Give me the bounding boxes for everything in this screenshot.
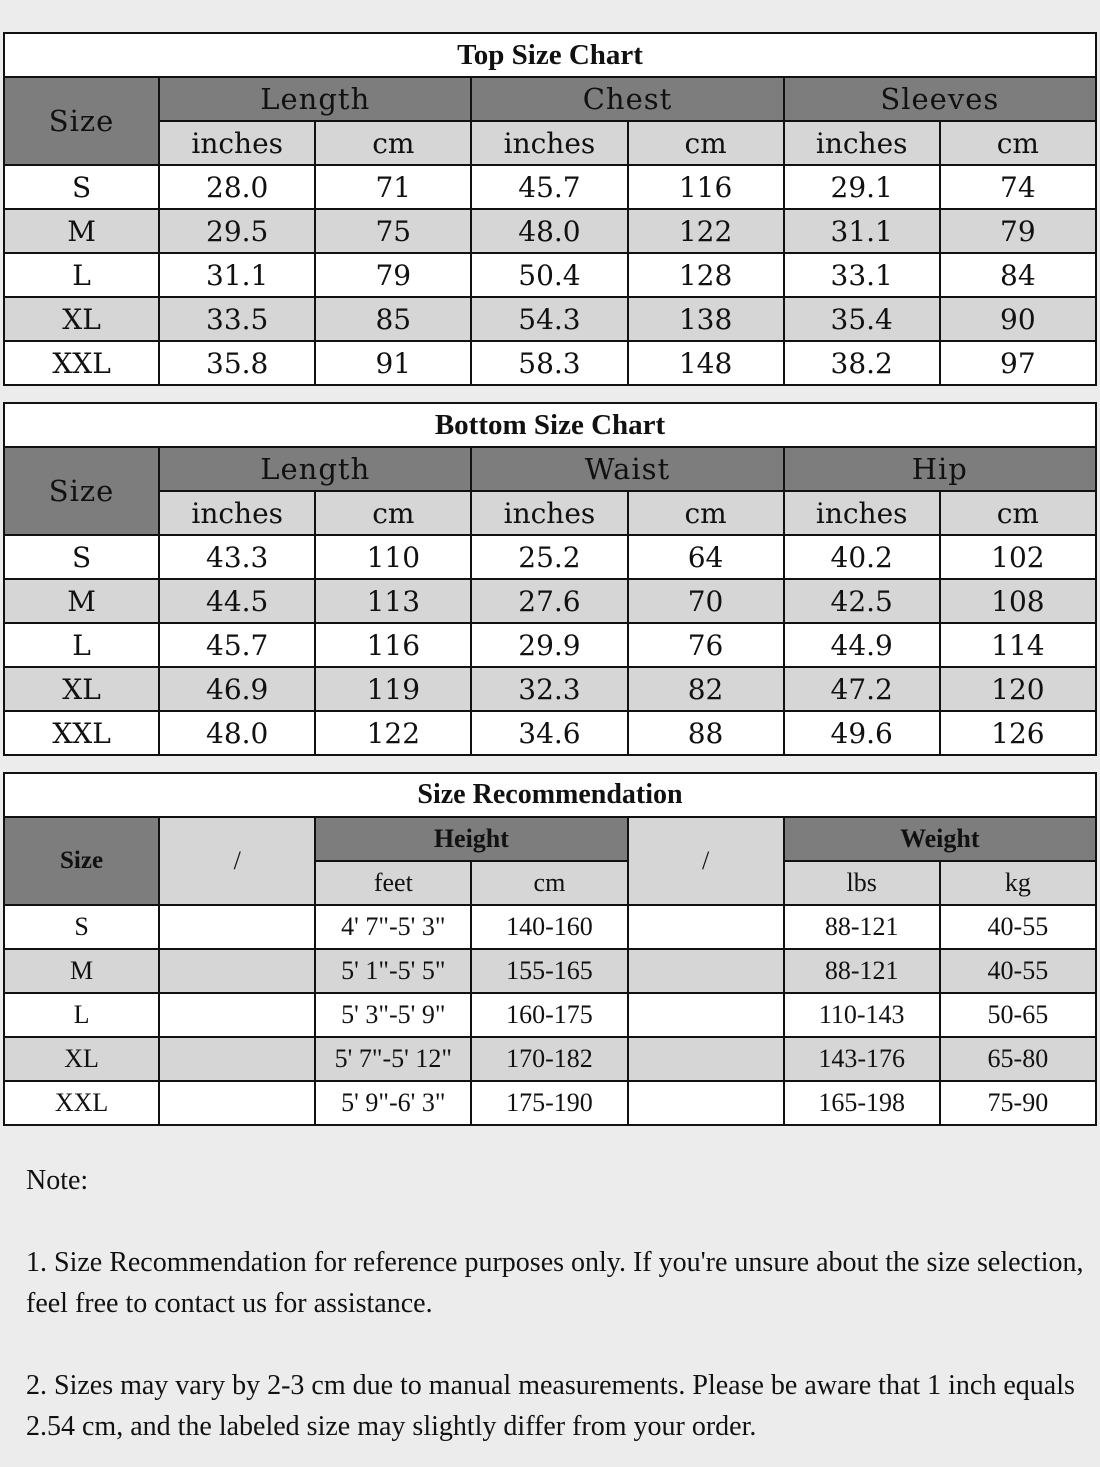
- unit-header-cm: cm: [315, 121, 471, 165]
- measurement-cell: 116: [315, 623, 471, 667]
- measurement-cell: 97: [940, 341, 1096, 385]
- size-cell: XXL: [4, 711, 159, 755]
- height-cm-cell: 160-175: [471, 993, 627, 1037]
- measurement-cell: 33.1: [784, 253, 940, 297]
- group-header-chest: Chest: [471, 77, 783, 121]
- measurement-cell: 70: [628, 579, 784, 623]
- measurement-cell: 85: [315, 297, 471, 341]
- measurement-cell: 79: [315, 253, 471, 297]
- unit-header-cm: cm: [628, 491, 784, 535]
- unit-header-inches: inches: [784, 121, 940, 165]
- table-row: [4, 209, 1096, 253]
- unit-header-inches: inches: [471, 121, 627, 165]
- table-row: [4, 341, 1096, 385]
- weight-lbs-cell: 110-143: [784, 993, 940, 1037]
- measurement-cell: 82: [628, 667, 784, 711]
- table-row: [4, 579, 1096, 623]
- table-row: [4, 993, 1096, 1037]
- table-row: [4, 253, 1096, 297]
- size-cell: M: [4, 209, 159, 253]
- height-feet-cell: 5' 3"-5' 9": [315, 993, 471, 1037]
- notes-section: [26, 1160, 1086, 1447]
- unit-header-lbs: lbs: [784, 861, 940, 905]
- size-recommendation-chart: [3, 772, 1097, 1126]
- group-header-height: Height: [315, 817, 627, 861]
- measurement-cell: 84: [940, 253, 1096, 297]
- size-column-header: Size: [4, 447, 159, 535]
- measurement-cell: 91: [315, 341, 471, 385]
- table-row: [4, 623, 1096, 667]
- size-cell: S: [4, 535, 159, 579]
- height-cm-cell: 175-190: [471, 1081, 627, 1125]
- unit-header-inches: inches: [471, 491, 627, 535]
- measurement-cell: 38.2: [784, 341, 940, 385]
- measurement-cell: 46.9: [159, 667, 315, 711]
- measurement-cell: 74: [940, 165, 1096, 209]
- weight-lbs-cell: 143-176: [784, 1037, 940, 1081]
- weight-kg-cell: 65-80: [940, 1037, 1096, 1081]
- size-column-header: Size: [4, 77, 159, 165]
- measurement-cell: 122: [628, 209, 784, 253]
- measurement-cell: 29.9: [471, 623, 627, 667]
- measurement-cell: 25.2: [471, 535, 627, 579]
- measurement-cell: 64: [628, 535, 784, 579]
- slash-column-header: /: [159, 817, 315, 905]
- measurement-cell: 29.5: [159, 209, 315, 253]
- empty-cell: [159, 993, 315, 1037]
- unit-header-feet: feet: [315, 861, 471, 905]
- size-column-header: Size: [4, 817, 159, 905]
- slash-column-header: /: [628, 817, 784, 905]
- bottom-size-chart: [3, 402, 1097, 756]
- measurement-cell: 42.5: [784, 579, 940, 623]
- group-header-length: Length: [159, 447, 471, 491]
- size-cell: M: [4, 579, 159, 623]
- group-header-waist: Waist: [471, 447, 783, 491]
- measurement-cell: 102: [940, 535, 1096, 579]
- note-2: 2. Sizes may vary by 2-3 cm due to manual measurements. Please be aware that 1 inch equals 2.54 cm, and the labeled size may slightly differ from your order.: [26, 1370, 1075, 1442]
- weight-kg-cell: 40-55: [940, 949, 1096, 993]
- unit-header-cm: cm: [315, 491, 471, 535]
- height-feet-cell: 5' 9"-6' 3": [315, 1081, 471, 1125]
- weight-kg-cell: 40-55: [940, 905, 1096, 949]
- top-chart-title: Top Size Chart: [4, 33, 1096, 77]
- height-feet-cell: 5' 1"-5' 5": [315, 949, 471, 993]
- size-cell: XXL: [4, 1081, 159, 1125]
- height-feet-cell: 5' 7"-5' 12": [315, 1037, 471, 1081]
- empty-cell: [159, 1037, 315, 1081]
- table-row: [4, 297, 1096, 341]
- unit-header-kg: kg: [940, 861, 1096, 905]
- empty-cell: [159, 949, 315, 993]
- measurement-cell: 90: [940, 297, 1096, 341]
- empty-cell: [159, 905, 315, 949]
- weight-lbs-cell: 165-198: [784, 1081, 940, 1125]
- note-1: 1. Size Recommendation for reference purposes only. If you're unsure about the size selection, feel free to contact us for assistance.: [26, 1247, 1084, 1319]
- size-cell: XL: [4, 297, 159, 341]
- empty-cell: [628, 949, 784, 993]
- measurement-cell: 35.8: [159, 341, 315, 385]
- measurement-cell: 32.3: [471, 667, 627, 711]
- measurement-cell: 138: [628, 297, 784, 341]
- table-row: [4, 711, 1096, 755]
- measurement-cell: 58.3: [471, 341, 627, 385]
- measurement-cell: 76: [628, 623, 784, 667]
- weight-kg-cell: 50-65: [940, 993, 1096, 1037]
- empty-cell: [628, 905, 784, 949]
- height-cm-cell: 140-160: [471, 905, 627, 949]
- measurement-cell: 47.2: [784, 667, 940, 711]
- group-header-sleeves: Sleeves: [784, 77, 1096, 121]
- group-header-weight: Weight: [784, 817, 1096, 861]
- unit-header-cm: cm: [940, 121, 1096, 165]
- size-cell: L: [4, 253, 159, 297]
- size-cell: L: [4, 623, 159, 667]
- table-row: [4, 1037, 1096, 1081]
- size-cell: XXL: [4, 341, 159, 385]
- table-row: [4, 535, 1096, 579]
- size-cell: S: [4, 165, 159, 209]
- height-feet-cell: 4' 7"-5' 3": [315, 905, 471, 949]
- measurement-cell: 122: [315, 711, 471, 755]
- unit-header-inches: inches: [159, 121, 315, 165]
- measurement-cell: 40.2: [784, 535, 940, 579]
- measurement-cell: 43.3: [159, 535, 315, 579]
- size-cell: S: [4, 905, 159, 949]
- unit-header-cm: cm: [628, 121, 784, 165]
- table-row: [4, 667, 1096, 711]
- measurement-cell: 71: [315, 165, 471, 209]
- size-cell: XL: [4, 1037, 159, 1081]
- measurement-cell: 126: [940, 711, 1096, 755]
- measurement-cell: 108: [940, 579, 1096, 623]
- measurement-cell: 34.6: [471, 711, 627, 755]
- measurement-cell: 31.1: [784, 209, 940, 253]
- empty-cell: [628, 1037, 784, 1081]
- top-size-chart: [3, 32, 1097, 386]
- bottom-chart-title: Bottom Size Chart: [4, 403, 1096, 447]
- measurement-cell: 48.0: [471, 209, 627, 253]
- unit-header-cm: cm: [471, 861, 627, 905]
- size-cell: XL: [4, 667, 159, 711]
- measurement-cell: 88: [628, 711, 784, 755]
- notes-heading: Note:: [26, 1165, 89, 1196]
- measurement-cell: 110: [315, 535, 471, 579]
- measurement-cell: 44.5: [159, 579, 315, 623]
- measurement-cell: 33.5: [159, 297, 315, 341]
- unit-header-inches: inches: [784, 491, 940, 535]
- recommendation-title: Size Recommendation: [4, 773, 1096, 817]
- table-row: [4, 905, 1096, 949]
- measurement-cell: 50.4: [471, 253, 627, 297]
- table-row: [4, 1081, 1096, 1125]
- size-cell: L: [4, 993, 159, 1037]
- height-cm-cell: 155-165: [471, 949, 627, 993]
- measurement-cell: 35.4: [784, 297, 940, 341]
- measurement-cell: 28.0: [159, 165, 315, 209]
- measurement-cell: 45.7: [471, 165, 627, 209]
- unit-header-cm: cm: [940, 491, 1096, 535]
- height-cm-cell: 170-182: [471, 1037, 627, 1081]
- measurement-cell: 27.6: [471, 579, 627, 623]
- empty-cell: [159, 1081, 315, 1125]
- measurement-cell: 116: [628, 165, 784, 209]
- empty-cell: [628, 1081, 784, 1125]
- table-row: [4, 949, 1096, 993]
- weight-kg-cell: 75-90: [940, 1081, 1096, 1125]
- measurement-cell: 75: [315, 209, 471, 253]
- measurement-cell: 29.1: [784, 165, 940, 209]
- measurement-cell: 113: [315, 579, 471, 623]
- weight-lbs-cell: 88-121: [784, 949, 940, 993]
- size-cell: M: [4, 949, 159, 993]
- group-header-hip: Hip: [784, 447, 1096, 491]
- measurement-cell: 31.1: [159, 253, 315, 297]
- empty-cell: [628, 993, 784, 1037]
- weight-lbs-cell: 88-121: [784, 905, 940, 949]
- measurement-cell: 148: [628, 341, 784, 385]
- measurement-cell: 48.0: [159, 711, 315, 755]
- unit-header-inches: inches: [159, 491, 315, 535]
- measurement-cell: 128: [628, 253, 784, 297]
- measurement-cell: 54.3: [471, 297, 627, 341]
- measurement-cell: 49.6: [784, 711, 940, 755]
- measurement-cell: 119: [315, 667, 471, 711]
- measurement-cell: 114: [940, 623, 1096, 667]
- measurement-cell: 79: [940, 209, 1096, 253]
- table-row: [4, 165, 1096, 209]
- measurement-cell: 120: [940, 667, 1096, 711]
- measurement-cell: 44.9: [784, 623, 940, 667]
- measurement-cell: 45.7: [159, 623, 315, 667]
- group-header-length: Length: [159, 77, 471, 121]
